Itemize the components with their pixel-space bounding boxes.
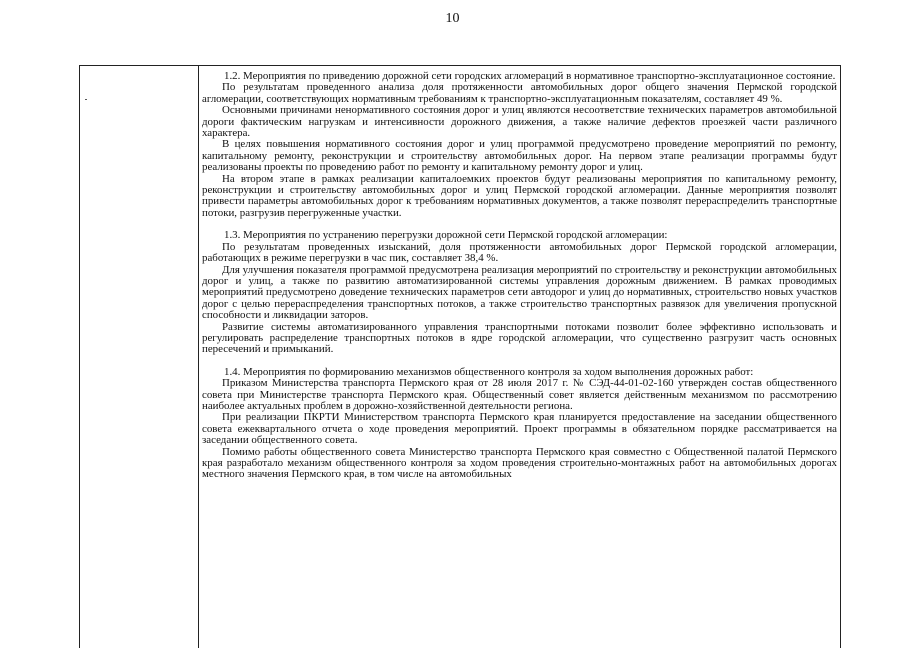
paragraph: Приказом Министерства транспорта Пермского края от 28 июля 2017 г. № СЭД-44-01-02-160 утвержден состав общественного совета при Министерстве транспорта Пермского края. Общественный совет является действенным механизмом по рассмотрению наиболее актуальных проблем в дорожно-хозяйственной деятельности региона. <box>202 377 837 412</box>
section-heading: 1.3. Мероприятия по устранению перегрузки дорожной сети Пермской городской агломерации: <box>224 229 668 242</box>
paragraph: Для улучшения показателя программой предусмотрена реализация мероприятий по строительству и реконструкции автомобильных дорог и улиц, а также по развитию автоматизированной системы управления дорожным движением. В рамках проводимых мероприятий предусмотрено доведение технических параметров сети автодорог и улиц до нормативных, строительство новых участков дорог с целью перераспределения транспортных потоков, а также строительство транспортных развязок для увеличения пропускной способности и ликвидации заторов. <box>202 263 837 322</box>
paragraph: По результатам проведенных изысканий, доля протяженности автомобильных дорог Пермской городской агломерации, работающих в режиме перегрузки в час пик, составляет 38,4 %. <box>202 240 837 265</box>
paragraph: По результатам проведенного анализа доля протяженности автомобильных дорог общего значения Пермской городской агломерации, соответствующих нормативным требованиям к транспортно-эксплуатационным показателям, составляет 49 %. <box>202 81 837 105</box>
table-right-column <box>199 66 840 481</box>
page-number: 10 <box>445 11 460 26</box>
paragraph: Развитие системы автоматизированного управления транспортными потоками позволит более эффективно использовать и регулировать распределение транспортных потоков в ядре городской агломерации, что существенно разгрузит часть основных пересечений и примыканий. <box>202 320 837 356</box>
content-table <box>79 65 841 648</box>
margin-mark <box>85 99 87 100</box>
paragraph: Помимо работы общественного совета Министерство транспорта Пермского края совместно с Общественной палатой Пермского края разработало механизм общественного контроля за ходом проведения строительно-монтажных работ на автомобильных дорогах местного значения Пермского края, в том числе на автомобильных <box>202 445 837 481</box>
paragraph: На втором этапе в рамках реализации капиталоемких проектов будут реализованы мероприятия по капитальному ремонту, реконструкции и строительству автомобильных дорог и улиц Пермской городской агломерации. Данные мероприятия позволят привести параметры автомобильных дорог к требованиям нормативных документов, а также позволят перераспределить транспортные потоки, разгрузив перегруженные участки. <box>202 172 837 219</box>
paragraph: Основными причинами ненормативного состояния дорог и улиц являются несоответствие технических параметров автомобильной дороги фактическим нагрузкам и интенсивности дорожного движения, а также наличие дефектов проезжей части различного характера. <box>202 104 837 140</box>
section-heading: 1.4. Мероприятия по формированию механизмов общественного контроля за ходом выполнения дорожных работ: <box>224 365 754 378</box>
paragraph: В целях повышения нормативного состояния дорог и улиц программой предусмотрено проведение мероприятий по ремонту, капитальному ремонту, реконструкции и строительству автомобильных дорог. На первом этапе реализации программы будут реализованы проекты по проведению работ по ремонту и капитальному ремонту дорог и улиц. <box>202 138 837 174</box>
section-heading: 1.2. Мероприятия по приведению дорожной сети городских агломераций в нормативное транспортно-эксплуатационное состояние. <box>224 70 836 82</box>
table-left-column <box>80 66 199 648</box>
paragraph: При реализации ПКРТИ Министерством транспорта Пермского края планируется предоставление на заседании общественного совета ежеквартального отчета о ходе проведения мероприятий. Проект программы в обязательном порядке рассматривается на заседании общественного совета. <box>202 411 837 447</box>
